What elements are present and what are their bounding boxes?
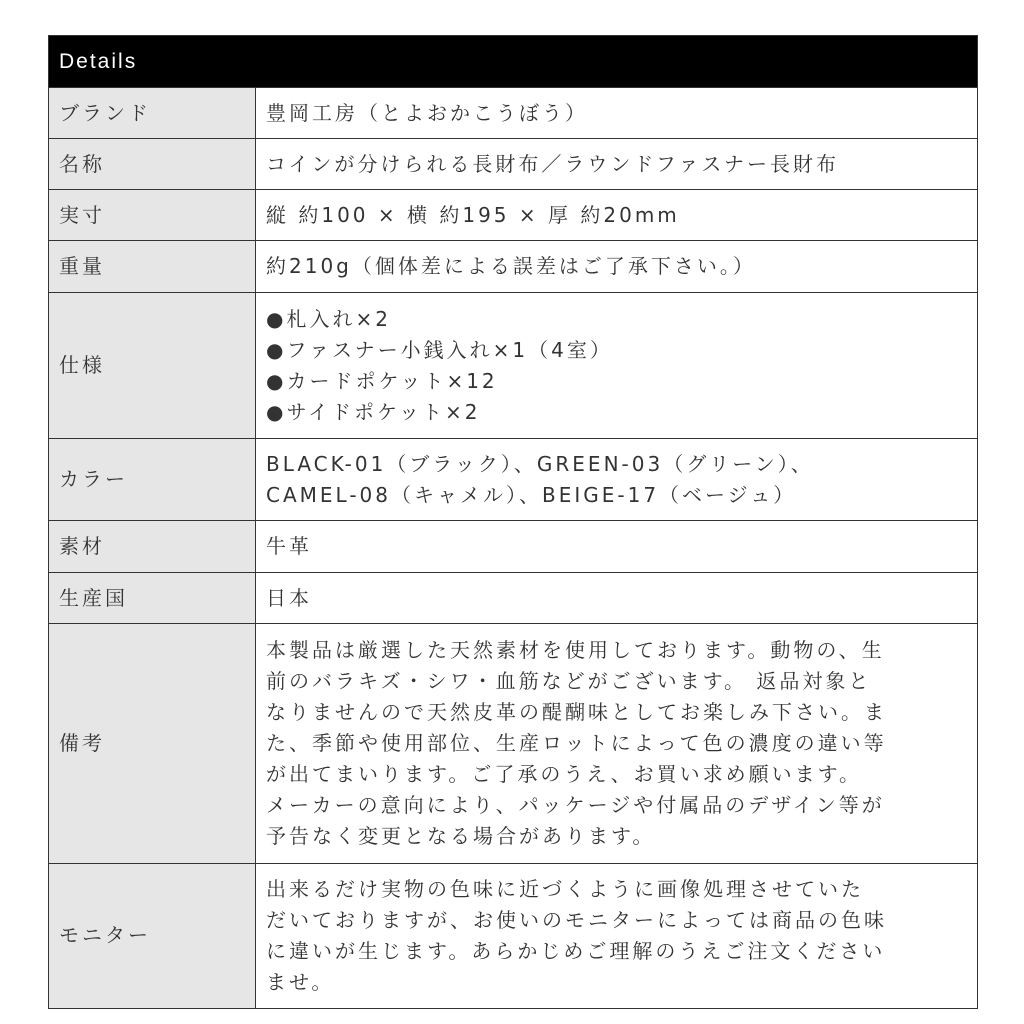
details-table [48,35,978,1009]
row-label: 素材 [49,521,256,573]
row-value [256,190,978,241]
row-brand [49,88,977,139]
row-label: カラー [49,439,256,521]
row-value [256,88,978,139]
value-line: だいておりますが、お使いのモニターによっては商品の色味 [266,907,887,932]
details-title: Details [59,49,138,73]
row-value [256,293,978,439]
row-label: ブランド [49,88,256,139]
value-line: 約210g（個体差による誤差はご了承下さい。） [266,254,756,278]
row-value [256,139,978,190]
value-line: 本製品は厳選した天然素材を使用しております。動物の、生 [266,638,885,662]
value-line: BLACK-01（ブラック）、GREEN-03（グリーン）、 [266,451,814,476]
value-line: に違いが生じます。あらかじめご理解のうえご注文ください [266,938,886,963]
row-value [256,521,978,573]
value-line: 牛革 [266,534,312,558]
row-value [256,241,978,293]
value-line: 予告なく変更となる場合があります。 [266,824,656,848]
row-monitor [49,864,977,1008]
row-label: モニター [49,864,256,1008]
value-line: ませ。 [266,969,335,994]
row-colors [49,439,977,521]
value-line: 前のバラキズ・シワ・血筋などがございます。 返品対象と [266,669,872,693]
value-line: 縦 約100 × 横 約195 × 厚 約20mm [266,202,680,227]
value-line: 豊岡工房（とよおかこうぼう） [266,100,588,125]
value-line: メーカーの意向により、パッケージや付属品のデザイン等が [266,793,885,817]
row-label: 備考 [49,624,256,864]
row-label: 仕様 [49,293,256,439]
value-line: コインが分けられる長財布／ラウンドファスナー長財布 [266,151,839,176]
row-specs [49,293,977,439]
row-dimensions [49,190,977,241]
row-name [49,139,977,190]
row-value [256,573,978,624]
value-line: CAMEL-08（キャメル）、BEIGE-17（ベージュ） [266,482,797,507]
value-line: 日本 [266,585,312,610]
spec-table [49,87,977,1008]
value-line: 出来るだけ実物の色味に近づくように画像処理させていた [266,876,864,901]
row-origin [49,573,977,624]
details-header [49,36,977,87]
value-line: ●サイドポケット×2 [266,399,481,424]
value-line: ●カードポケット×12 [266,368,498,393]
row-weight [49,241,977,293]
row-label: 実寸 [49,190,256,241]
row-label: 名称 [49,139,256,190]
row-value [256,864,978,1008]
value-line: ●ファスナー小銭入れ×1（4室） [266,337,613,362]
value-line: た、季節や使用部位、生産ロットによって色の濃度の違い等 [266,731,887,755]
row-material [49,521,977,573]
row-value [256,439,978,521]
row-label: 重量 [49,241,256,293]
value-line: ●札入れ×2 [266,306,391,331]
row-label: 生産国 [49,573,256,624]
value-line: なりませんので天然皮革の醍醐味としてお楽しみ下さい。ま [266,700,887,724]
row-notes [49,624,977,864]
value-line: が出てまいります。ご了承のうえ、お買い求め願います。 [266,762,862,786]
row-value [256,624,978,864]
